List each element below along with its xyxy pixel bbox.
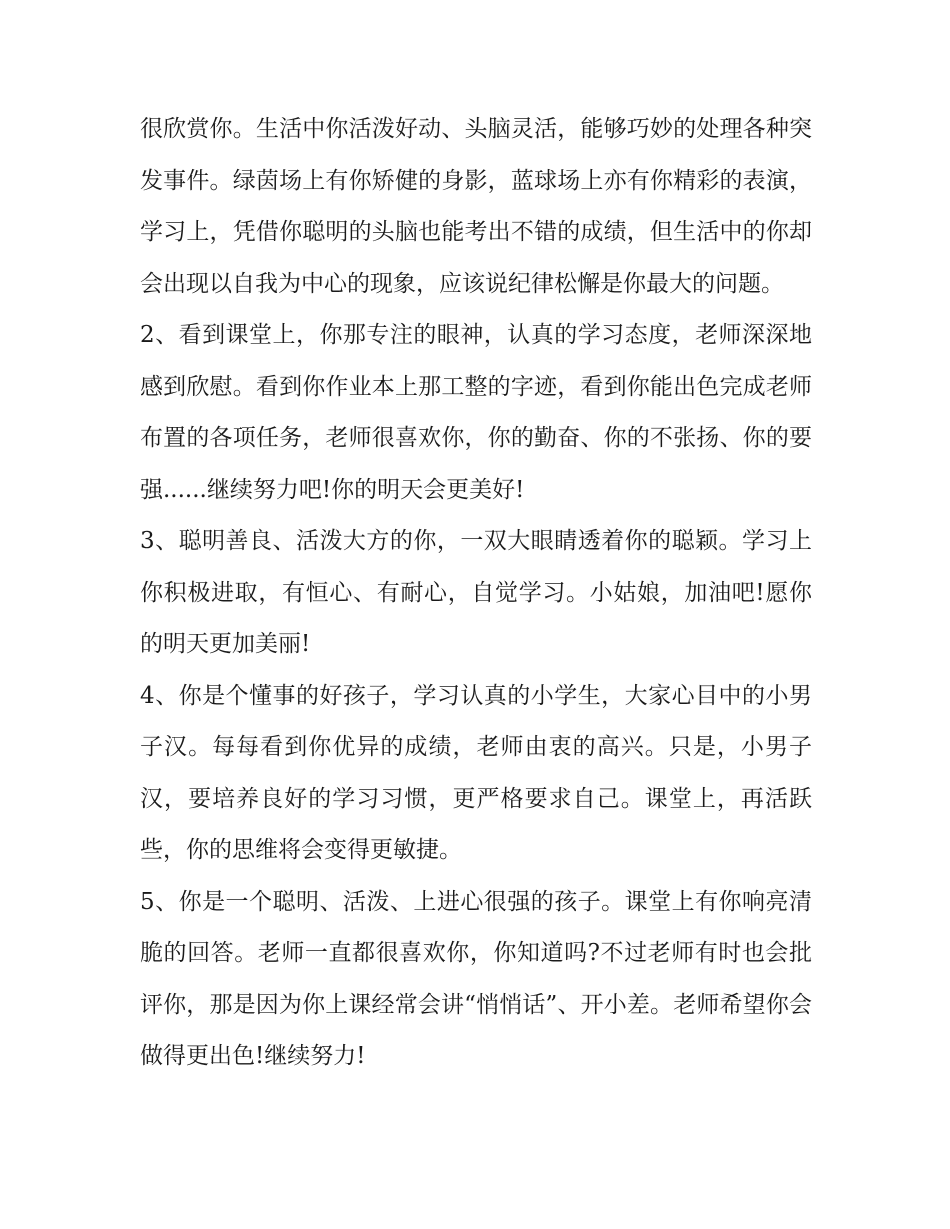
paragraph-3: 3、聪明善良、活泼大方的你，一双大眼睛透着你的聪颖。学习上你积极进取，有恒心、有耐心，自觉学习。小姑娘，加油吧!愿你的明天更加美丽! xyxy=(140,528,812,657)
paragraph-2: 2、看到课堂上，你那专注的眼神，认真的学习态度，老师深深地感到欣慰。看到你作业本上那工整的字迹，看到你能出色完成老师布置的各项任务，老师很喜欢你，你的勤奋、你的不张扬、你的要强......继续努力吧!你的明天会更美好! xyxy=(140,322,812,503)
document-body xyxy=(140,104,812,1083)
paragraph-4: 4、你是个懂事的好孩子，学习认真的小学生，大家心目中的小男子汉。每每看到你优异的成绩，老师由衷的高兴。只是，小男子汉，要培养良好的学习习惯，更严格要求自己。课堂上，再活跃些，你的思维将会变得更敏捷。 xyxy=(140,682,812,863)
paragraph-5: 5、你是一个聪明、活泼、上进心很强的孩子。课堂上有你响亮清脆的回答。老师一直都很喜欢你，你知道吗?不过老师有时也会批评你，那是因为你上课经常会讲“悄悄话”、开小差。老师希望你会做得更出色!继续努力! xyxy=(140,888,812,1069)
paragraph-1: 很欣赏你。生活中你活泼好动、头脑灵活，能够巧妙的处理各种突发事件。绿茵场上有你矫健的身影，蓝球场上亦有你精彩的表演，学习上，凭借你聪明的头脑也能考出不错的成绩，但生活中的你却会出现以自我为中心的现象，应该说纪律松懈是你最大的问题。 xyxy=(140,116,812,297)
